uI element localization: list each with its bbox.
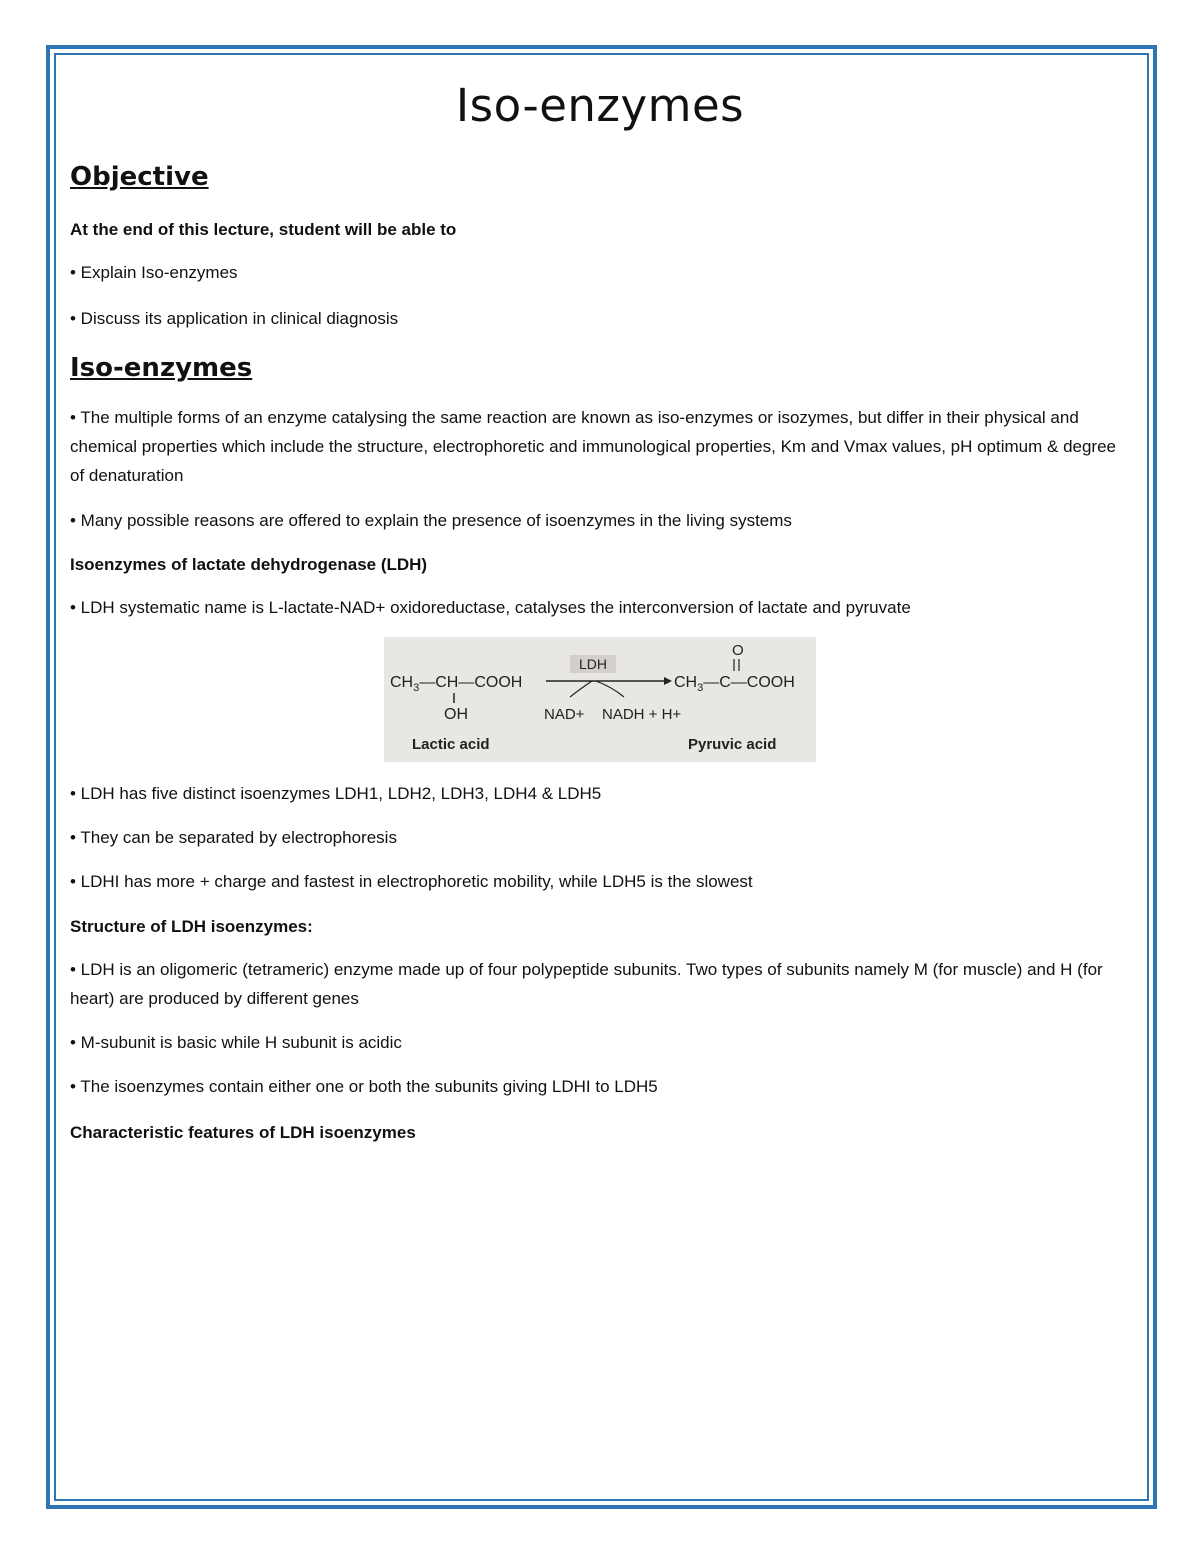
nad-curve (570, 681, 592, 697)
ldh-heading: Isoenzymes of lactate dehydrogenase (LDH) (70, 555, 428, 574)
objective-heading: Objective (70, 162, 209, 192)
nad-label: NAD+ (544, 706, 585, 723)
structure-oligomeric: • LDH is an oligomeric (tetrameric) enzyme made up of four polypeptide subunits. Two types of subunits namely M (for muscle) and H (for heart) are produced by different genes (70, 960, 1103, 1008)
structure-subunits: • M-subunit is basic while H subunit is acidic (70, 1033, 402, 1052)
ldh-mobility: • LDHI has more + charge and fastest in electrophoretic mobility, while LDH5 is the slowest (70, 872, 753, 891)
reaction-arrowhead (664, 677, 672, 685)
page-title: Iso-enzymes (455, 79, 745, 132)
objective-intro: At the end of this lecture, student will be able to (70, 220, 457, 239)
ldh-reaction-diagram (384, 637, 816, 762)
lactate-oh: OH (444, 706, 468, 723)
features-heading: Characteristic features of LDH isoenzymes (70, 1123, 416, 1142)
pyruvate-o: O (732, 642, 744, 659)
lactic-acid-label: Lactic acid (412, 736, 490, 753)
pyruvic-acid-label: Pyruvic acid (688, 736, 777, 753)
ldh-systematic-name: • LDH systematic name is L-lactate-NAD+ oxidoreductase, catalyses the interconversion of lactate and pyruvate (70, 598, 911, 617)
enzyme-label: LDH (579, 656, 608, 672)
lactate-formula: $CH_3—CH—COOH$ (390, 674, 523, 694)
objective-item-1: • Explain Iso-enzymes (70, 263, 238, 282)
isoenzymes-definition: • The multiple forms of an enzyme catalysing the same reaction are known as iso-enzymes or isozymes, but differ in their physical and chemical properties which include the structure, electrophoretic and immunological properties, Km and Vmax values, pH optimum & degree of denaturation (70, 408, 1117, 485)
structure-combinations: • The isoenzymes contain either one or both the subunits giving LDHI to LDH5 (70, 1077, 658, 1096)
isoenzymes-reasons: • Many possible reasons are offered to explain the presence of isoenzymes in the living systems (70, 511, 792, 530)
ldh-five-isoenzymes: • LDH has five distinct isoenzymes LDH1, LDH2, LDH3, LDH4 & LDH5 (70, 784, 602, 803)
pyruvate-formula: $CH_3—C—COOH$ (674, 674, 795, 694)
isoenzymes-heading: Iso-enzymes (70, 353, 253, 383)
ldh-electrophoresis: • They can be separated by electrophoresis (70, 828, 397, 847)
nadh-label: NADH + H+ (602, 706, 682, 723)
objective-item-2: • Discuss its application in clinical diagnosis (70, 309, 399, 328)
nadh-curve (596, 681, 624, 697)
structure-heading: Structure of LDH isoenzymes: (70, 917, 313, 936)
